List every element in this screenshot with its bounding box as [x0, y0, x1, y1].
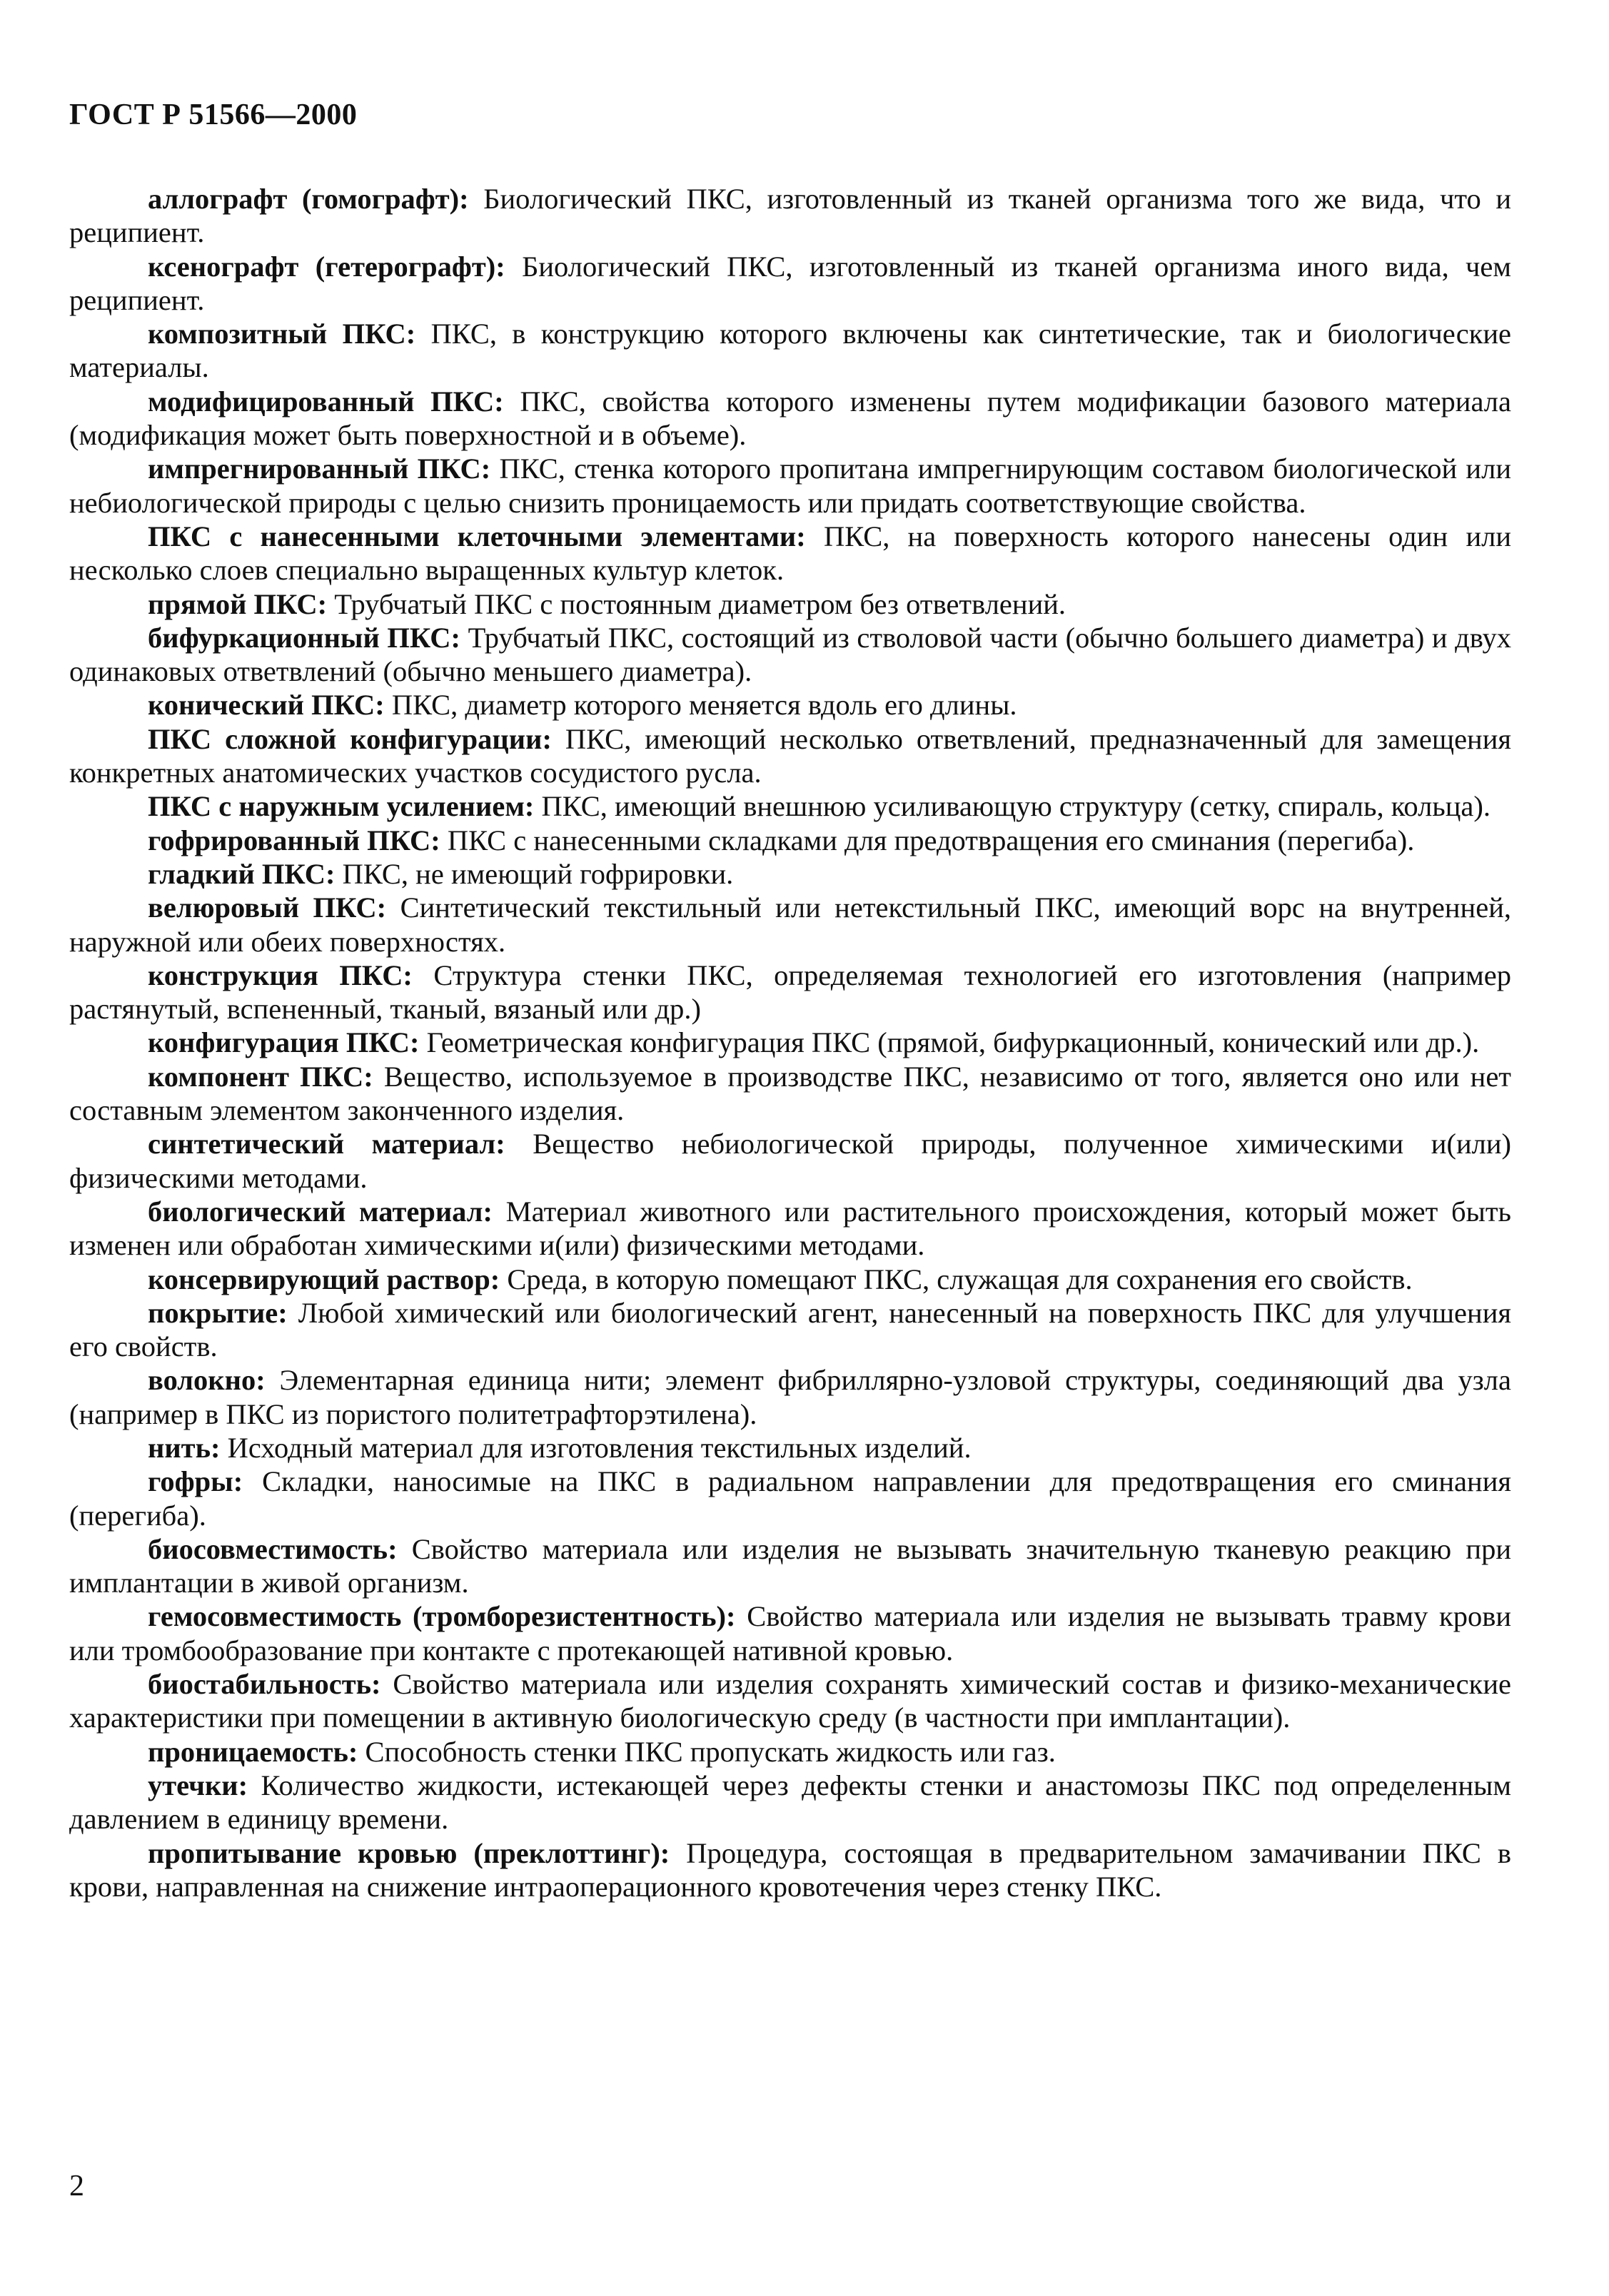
term-definition: Биологический ПКС, изготовленный из тканей организма иного вида, чем реципиент. — [69, 250, 1511, 316]
term-name: волокно: — [148, 1364, 266, 1397]
term-definition: ПКС, не имеющий гофрировки. — [342, 857, 734, 890]
term-entry — [69, 1296, 1511, 1364]
term-entry — [69, 688, 1511, 722]
term-definition: Среда, в которую помещают ПКС, служащая для сохранения его свойств. — [507, 1263, 1413, 1295]
term-entry — [69, 1127, 1511, 1195]
term-definition: Трубчатый ПКС, состоящий из стволовой части (обычно большего диаметра) и двух одинаковых ответвлений (обычно меньшего диаметра). — [69, 621, 1511, 688]
page-header-standard-number: ГОСТ Р 51566—2000 — [69, 98, 358, 131]
term-name: нить: — [148, 1431, 221, 1464]
term-name: конический ПКС: — [148, 689, 385, 722]
term-definition: ПКС, стенка которого пропитана импрегнирующим составом биологической или небиологической природы с целью снизить проницаемость или придать соответствующие свойства. — [69, 452, 1511, 519]
term-name: биостабильность: — [148, 1668, 381, 1701]
term-name: бифуркационный ПКС: — [148, 621, 461, 654]
term-entry — [69, 1026, 1511, 1059]
term-definition: ПКС, имеющий несколько ответвлений, предназначенный для замещения конкретных анатомических участков сосудистого русла. — [69, 722, 1512, 789]
term-entry — [69, 1532, 1511, 1600]
term-entry — [69, 621, 1511, 689]
term-name: покрытие: — [148, 1296, 288, 1329]
term-name: биологический материал: — [148, 1195, 493, 1228]
term-entry — [69, 789, 1511, 823]
term-name: гемосовместимость (тромборезистентность): — [148, 1600, 736, 1633]
term-entry — [69, 1363, 1511, 1431]
term-definition: Количество жидкости, истекающей через дефекты стенки и анастомозы ПКС под определенным давлением в единицу времени. — [69, 1769, 1511, 1836]
term-definition: ПКС, в конструкцию которого включены как синтетические, так и биологические материалы. — [69, 318, 1512, 384]
term-entry — [69, 1195, 1511, 1263]
term-definition: Вещество, используемое в производстве ПКС, независимо от того, является оно или нет составным элементом законченного изделия. — [69, 1060, 1512, 1127]
term-name: композитный ПКС: — [148, 318, 416, 350]
term-definition: Исходный материал для изготовления текстильных изделий. — [227, 1431, 972, 1464]
term-name: конфигурация ПКС: — [148, 1026, 420, 1059]
term-name: ПКС с наружным усилением: — [148, 790, 535, 823]
term-definition: ПКС с нанесенными складками для предотвращения его сминания (перегиба). — [447, 824, 1415, 856]
term-entry — [69, 857, 1511, 891]
term-name: компонент ПКС: — [148, 1060, 373, 1093]
term-definition: Складки, наносимые на ПКС в радиальном направлении для предотвращения его сминания (перегиба). — [69, 1465, 1511, 1532]
term-name: ксенографт (гетерографт): — [148, 250, 505, 283]
term-definition: Синтетический текстильный или нетекстильный ПКС, имеющий ворс на внутренней, наружной или обеих поверхностях. — [69, 891, 1511, 958]
term-name: консервирующий раствор: — [148, 1263, 500, 1295]
terms-list — [69, 182, 1511, 1903]
term-entry — [69, 1836, 1511, 1904]
term-entry — [69, 385, 1511, 452]
term-entry — [69, 1060, 1511, 1128]
term-definition: Способность стенки ПКС пропускать жидкость или газ. — [365, 1735, 1056, 1768]
term-name: биосовместимость: — [148, 1532, 398, 1565]
term-entry — [69, 587, 1511, 621]
term-name: гофрированный ПКС: — [148, 824, 440, 856]
term-name: аллографт (гомографт): — [148, 183, 469, 215]
term-name: модифицированный ПКС: — [148, 385, 504, 418]
term-name: прямой ПКС: — [148, 587, 328, 620]
term-entry — [69, 182, 1511, 250]
term-definition: Свойство материала или изделия сохранять химический состав и физико-механические характеристики при помещении в активную биологическую среду (в частности при имплантации). — [69, 1668, 1511, 1734]
term-definition: Элементарная единица нити; элемент фибриллярно-узловой структуры, соединяющий два узла (например в ПКС из пористого политетрафторэтилена). — [69, 1364, 1511, 1430]
term-entry — [69, 452, 1511, 520]
term-entry — [69, 317, 1511, 385]
term-entry — [69, 250, 1511, 318]
term-entry — [69, 1465, 1511, 1532]
term-name: синтетический материал: — [148, 1128, 505, 1160]
term-name: утечки: — [148, 1769, 248, 1801]
term-entry — [69, 722, 1511, 790]
term-definition: Трубчатый ПКС с постоянным диаметром без ответвлений. — [334, 587, 1066, 620]
term-entry — [69, 959, 1511, 1026]
term-name: конструкция ПКС: — [148, 959, 413, 991]
term-definition: Вещество небиологической природы, полученное химическими и(или) физическими методами. — [69, 1128, 1511, 1194]
term-name: проницаемость: — [148, 1735, 358, 1768]
term-entry — [69, 1667, 1511, 1735]
term-name: пропитывание кровью (преклоттинг): — [148, 1836, 670, 1869]
term-definition: Структура стенки ПКС, определяемая технологией его изготовления (например растянутый, вспененный, тканый, вязаный или др.) — [69, 959, 1511, 1026]
term-entry — [69, 1599, 1511, 1667]
term-name: импрегнированный ПКС: — [148, 452, 491, 485]
term-name: ПКС с нанесенными клеточными элементами: — [148, 520, 806, 552]
term-entry — [69, 1735, 1511, 1769]
term-entry — [69, 1431, 1511, 1465]
term-definition: Процедура, состоящая в предварительном замачивании ПКС в крови, направленная на снижение интраоперационного кровотечения через стенку ПКС. — [69, 1836, 1511, 1903]
term-definition: Любой химический или биологический агент, нанесенный на поверхность ПКС для улучшения его свойств. — [69, 1296, 1511, 1363]
term-entry — [69, 824, 1511, 857]
term-entry — [69, 520, 1511, 587]
term-definition: ПКС, диаметр которого меняется вдоль его длины. — [391, 689, 1017, 722]
term-entry — [69, 1263, 1511, 1296]
term-definition: Геометрическая конфигурация ПКС (прямой, бифуркационный, конический или др.). — [426, 1026, 1480, 1059]
term-name: гладкий ПКС: — [148, 857, 336, 890]
term-definition: Биологический ПКС, изготовленный из тканей организма того же вида, что и реципиент. — [69, 183, 1512, 249]
page-number: 2 — [69, 2170, 84, 2203]
term-name: ПКС сложной конфигурации: — [148, 722, 552, 755]
term-definition: Свойство материала или изделия не вызывать значительную тканевую реакцию при имплантации в живой организм. — [69, 1532, 1511, 1599]
term-definition: ПКС, на поверхность которого нанесены один или несколько слоев специально выращенных культур клеток. — [69, 520, 1511, 587]
term-entry — [69, 891, 1511, 959]
term-definition: ПКС, имеющий внешнюю усиливающую структуру (сетку, спираль, кольца). — [541, 790, 1491, 823]
term-definition: Свойство материала или изделия не вызывать травму крови или тромбообразование при контакте с протекающей нативной кровью. — [69, 1600, 1511, 1667]
term-definition: ПКС, свойства которого изменены путем модификации базового материала (модификация может быть поверхностной и в объеме). — [69, 385, 1511, 452]
term-entry — [69, 1769, 1511, 1836]
term-definition: Материал животного или растительного происхождения, который может быть изменен или обработан химическими и(или) физическими методами. — [69, 1195, 1511, 1262]
term-name: велюровый ПКС: — [148, 891, 387, 924]
term-name: гофры: — [148, 1465, 243, 1498]
